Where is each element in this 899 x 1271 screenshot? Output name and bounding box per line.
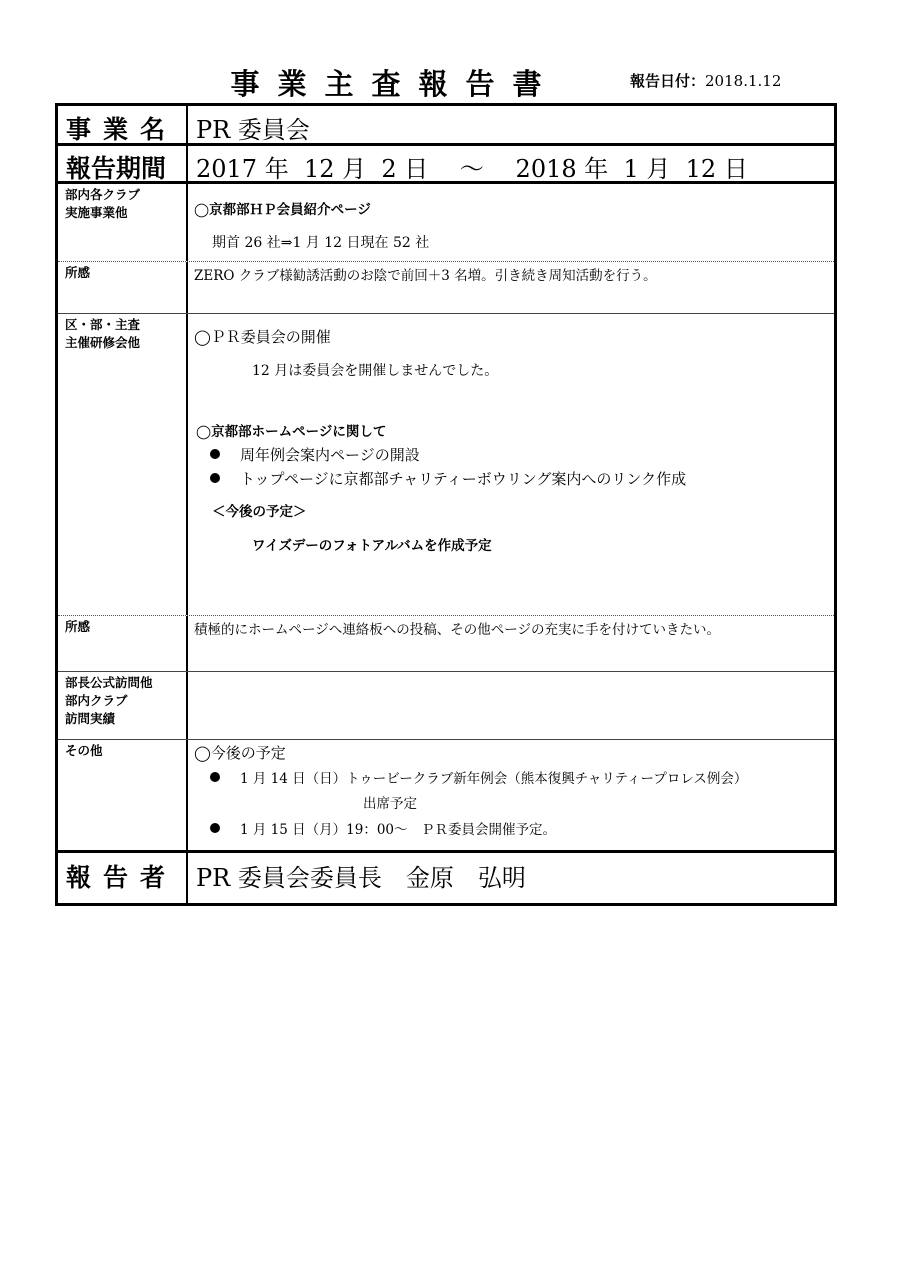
list-item: 1 月 15 日（月）19：00～ ＰＲ委員会開催予定。 bbox=[210, 818, 556, 838]
plan-text: ワイズデーのフォトアルバムを作成予定 bbox=[252, 538, 492, 554]
pr-committee-heading: ◯ＰＲ委員会の開催 bbox=[194, 328, 331, 346]
impression-2-label: 所感 bbox=[65, 619, 91, 634]
row-visits bbox=[58, 672, 834, 740]
report-table bbox=[55, 103, 837, 906]
row-reporter bbox=[58, 853, 834, 903]
row-project-name bbox=[58, 106, 834, 146]
project-name-value: PR 委員会 bbox=[196, 116, 310, 144]
bullet-icon bbox=[210, 449, 220, 459]
report-date bbox=[630, 70, 781, 91]
plan-heading: ＜今後の予定＞ bbox=[212, 504, 307, 520]
bullet-icon bbox=[210, 473, 220, 483]
row-impression-2 bbox=[58, 616, 834, 672]
period-label: 報告期間 bbox=[66, 154, 167, 183]
row-club-activities bbox=[58, 184, 834, 262]
row-workshops bbox=[58, 314, 834, 616]
row-other bbox=[58, 740, 834, 853]
row-impression-1 bbox=[58, 262, 834, 314]
list-item: 1 月 14 日（日）トゥービークラブ新年例会（熊本復興チャリティープロレス例会） bbox=[210, 767, 747, 787]
row-period bbox=[58, 146, 834, 184]
list-item-continuation: 出席予定 bbox=[363, 796, 417, 812]
other-label: その他 bbox=[65, 743, 103, 758]
impression-2-text: 積極的にホームページへ連絡板への投稿、その他ページの充実に手を付けていきたい。 bbox=[194, 622, 720, 638]
reporter-label: 報告者 bbox=[66, 863, 178, 892]
visits-label: 部長公式訪問他 部内クラブ 訪問実績 bbox=[65, 675, 153, 726]
bullet-icon bbox=[210, 772, 220, 782]
document-title: 事業主査報告書 bbox=[230, 67, 560, 101]
pr-committee-note: 12 月は委員会を開催しませんでした。 bbox=[252, 363, 499, 379]
bullet-icon bbox=[210, 823, 220, 833]
club-activities-detail: 期首 26 社⇒1 月 12 日現在 52 社 bbox=[212, 235, 430, 251]
reporter-value: PR 委員会委員長 金原 弘明 bbox=[196, 864, 526, 892]
workshops-label: 区・部・主査 主催研修会他 bbox=[65, 317, 141, 350]
other-heading: ◯今後の予定 bbox=[194, 744, 286, 762]
club-activities-label: 部内各クラブ 実施事業他 bbox=[65, 187, 141, 220]
club-activities-heading: ◯京都部ＨＰ会員紹介ページ bbox=[194, 202, 371, 218]
report-date-label: 報告日付： bbox=[630, 72, 706, 90]
project-name-label: 事業名 bbox=[66, 115, 178, 144]
list-item: トップページに京都部チャリティーボウリング案内へのリンク作成 bbox=[210, 468, 686, 489]
homepage-heading: ◯京都部ホームページに関して bbox=[196, 424, 387, 440]
report-date-value: 2018.1.12 bbox=[705, 72, 782, 90]
list-item: 周年例会案内ページの開設 bbox=[210, 444, 420, 465]
period-value: 2017 年 12 月 2 日 ～ 2018 年 1 月 12 日 bbox=[196, 155, 748, 183]
impression-1-label: 所感 bbox=[65, 265, 91, 280]
impression-1-text: ZERO クラブ様勧誘活動のお陰で前回＋3 名増。引き続き周知活動を行う。 bbox=[194, 268, 657, 284]
